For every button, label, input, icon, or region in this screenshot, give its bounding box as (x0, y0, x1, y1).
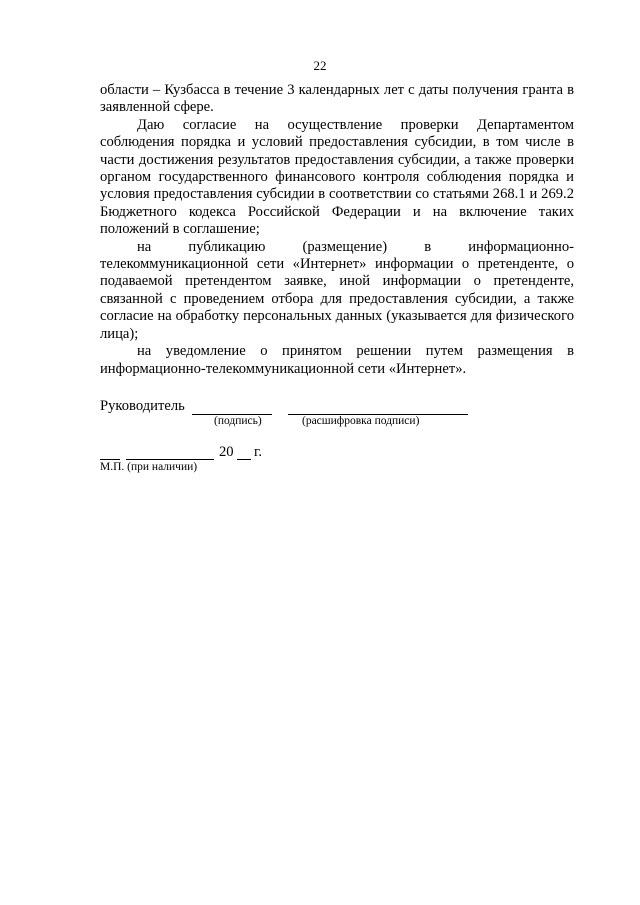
date-day-line (100, 444, 120, 460)
paragraph-consent-inspection: Даю согласие на осуществление проверки Департаментом соблюдения порядка и условий предоставления субсидии, в том числе в части достижения результатов предоставления субсидии, а также проверки органом государственного финансового контроля соблюдения порядка и условия предоставления субсидии в соответствии со статьями 268.1 и 269.2 Бюджетного кодекса Российской Федерации и на включение таких положений в соглашение; (100, 116, 574, 238)
page-number: 22 (313, 58, 327, 73)
signature-line (192, 398, 272, 415)
signature-decode-caption: (расшифровка подписи) (302, 415, 420, 427)
paragraph-consent-notification: на уведомление о принятом решении путем размещения в информационно-телекоммуникационной сети «Интернет». (100, 343, 574, 377)
date-year-line (237, 444, 251, 460)
date-block (100, 444, 400, 462)
paragraph-region-continuation: области – Кузбасса в течение 3 календарных лет с даты получения гранта в заявленной сфере. (100, 82, 574, 116)
paragraph-consent-publication: на публикацию (размещение) в информационно-телекоммуникационной сети «Интернет» информации о претенденте, о подаваемой претендентом заявке, иной информации о претенденте, связанной с проведением отбора для предоставления субсидии, а также согласие на обработку персональных данных (указывается для физического лица); (100, 238, 574, 342)
date-year-suffix: г. (254, 444, 262, 460)
date-year-prefix: 20 (219, 444, 234, 460)
signature-block (100, 398, 574, 427)
signature-decode-line (288, 398, 468, 415)
stamp-note: М.П. (при наличии) (100, 461, 198, 473)
date-month-line (126, 444, 214, 460)
document-body (100, 82, 574, 378)
signature-label: Руководитель (100, 398, 185, 414)
signature-caption: (подпись) (214, 415, 262, 427)
